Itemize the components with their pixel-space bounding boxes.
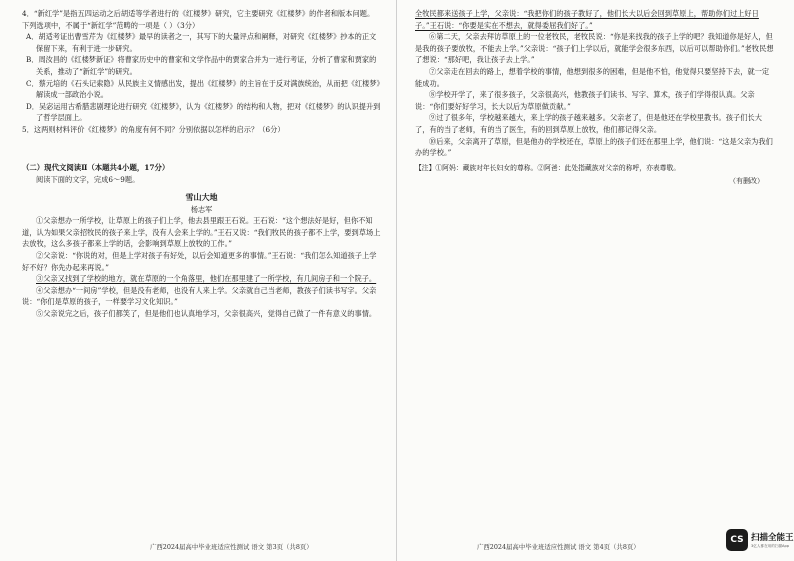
story-author: 杨志军	[190, 205, 213, 215]
right-page	[397, 0, 794, 561]
paragraph-9: ⑨过了很多年，学校越来越大，来上学的孩子越来越多。父亲老了，但是他还在学校里教书。孩子们长大了，有的当了老师，有的当了医生，有的回到草原上放牧，他们都记得父亲。	[415, 113, 762, 134]
footnotes: 【注】①阿妈：藏族对年长妇女的尊称。②阿爸：此处指藏族对父亲的称呼，亦表尊敬。	[415, 163, 681, 172]
scanner-watermark	[726, 529, 794, 555]
section-heading: （二）现代文阅读Ⅱ（本题共4小题，17分）	[22, 162, 170, 172]
question-4-stem: 4．“新红学”是指五四运动之后胡适等学者进行的《红楼梦》研究，它主要研究《红楼梦》的作者和版本问题。下列选项中，不属于“新红学”范畴的一项是（ ）（3分）	[22, 9, 375, 30]
paragraph-3: ③父亲又找到了学校的地方，就在草原的一个角落里，他们在那里建了一所学校，有几间房子和一个院子。	[36, 274, 377, 284]
source-note: （有删改）	[729, 176, 764, 185]
paragraph-5: ⑤父亲说完之后，孩子们都笑了，但是他们也认真地学习，父亲很高兴，觉得自己做了一件有意义的事情。	[36, 308, 377, 318]
option-b: B．周汝昌的《红楼梦新证》将曹家历史中的曹家和文学作品中的贾家合并为一进行考证，分析了曹家和贾家的关系，推动了“新红学”的研究。	[26, 55, 377, 76]
paragraph-6: ⑥第二天，父亲去拜访草原上的一位老牧民，老牧民说：“你是来找我的孩子上学的吧？我知道你是好人，但是我的孩子要放牧，不能去上学。”父亲说：“孩子们上学以后，就能学会很多东西，以后可以帮助你们。”老牧民想了想说：“那好吧，我让孩子去上学。”	[415, 32, 774, 65]
question-4-options	[22, 31, 381, 124]
option-d: D．吴宓运用古希腊悲剧理论进行研究《红楼梦》，认为《红楼梦》的结构和人物，把对《红楼梦》的认识提升到了哲学层面上。	[26, 101, 381, 123]
paragraph-8: ⑧学校开学了，来了很多孩子，父亲很高兴，他教孩子们读书、写字、算术，孩子们学得很认真。父亲说：“你们要好好学习，长大以后为草原做贡献。”	[415, 90, 755, 111]
watermark-subtitle: 3亿人都在用的扫描App	[751, 544, 790, 548]
section-intro: 阅读下面的文字，完成6～9题。	[36, 174, 140, 184]
paragraph-10: ⑩后来，父亲离开了草原，但是他办的学校还在，草原上的孩子们还在那里上学，他们说：“这是父亲为我们办的学校。”	[415, 136, 773, 158]
paragraph-1: ①父亲想办一所学校，让草原上的孩子们上学，他去县里跟王石说。王石说：“这个想法好是好，但你不知道，认为如果父亲招牧民的孩子来上学，没有人会来上学的。”王石又说：“我们牧民的孩子都不上学，要到草场上去放牧，这么多孩子都来上学的话，会影响到草原上放牧的工作。”	[22, 216, 381, 249]
story-title: 雪山大地	[185, 192, 218, 203]
paragraph-2: ②父亲说：“你说的对，但是上学对孩子有好处，以后会知道更多的事情。”王石说：“我们怎么知道孩子上学好不好？你先办起来再说。”	[22, 250, 377, 272]
watermark-name: 扫描全能王	[751, 533, 794, 543]
paragraph-4: ④父亲想办“一间房”学校，但是没有老师，也没有人来上学。父亲就自己当老师，教孩子们读书写字。父亲说：“你们是草原的孩子，一样要学习文化知识。”	[22, 285, 377, 307]
option-a: A．胡适考证出曹雪芹为《红楼梦》最早的读者之一，其写下的大量评点和阐释，对研究《红楼梦》抄本的正文保留下来，有利于进一步研究。	[26, 32, 377, 53]
page-footer-right: 广西2024届高中毕业班适应性测试 语文 第4页（共8页）	[477, 543, 640, 551]
option-c: C．蔡元培的《石头记索隐》从民族主义情感出发，提出《红楼梦》的主旨在于反对满族统治，从而把《红楼梦》解读成一部政治小说。	[26, 78, 381, 100]
paragraph-7: ⑦父亲走在回去的路上，想着学校的事情，他想到很多的困难，但是他不怕，他觉得只要坚持下去，就一定能成功。	[415, 66, 770, 88]
question-5: 5．这两则材料评价《红楼梦》的角度有何不同？分别依据以怎样的启示？（6分）	[22, 124, 285, 134]
page-footer-left: 广西2024届高中毕业班适应性测试 语文 第3页（共8页）	[150, 543, 313, 551]
camscanner-logo-icon: CS	[726, 529, 748, 551]
paragraph-continued: 全牧民都来送孩子上学，父亲说：“我把你们的孩子教好了，他们长大以后会回到草原上，帮助你们过上好日子。”王石说：“你要是实在不想去，就得委屈我们好了。”	[415, 9, 759, 30]
